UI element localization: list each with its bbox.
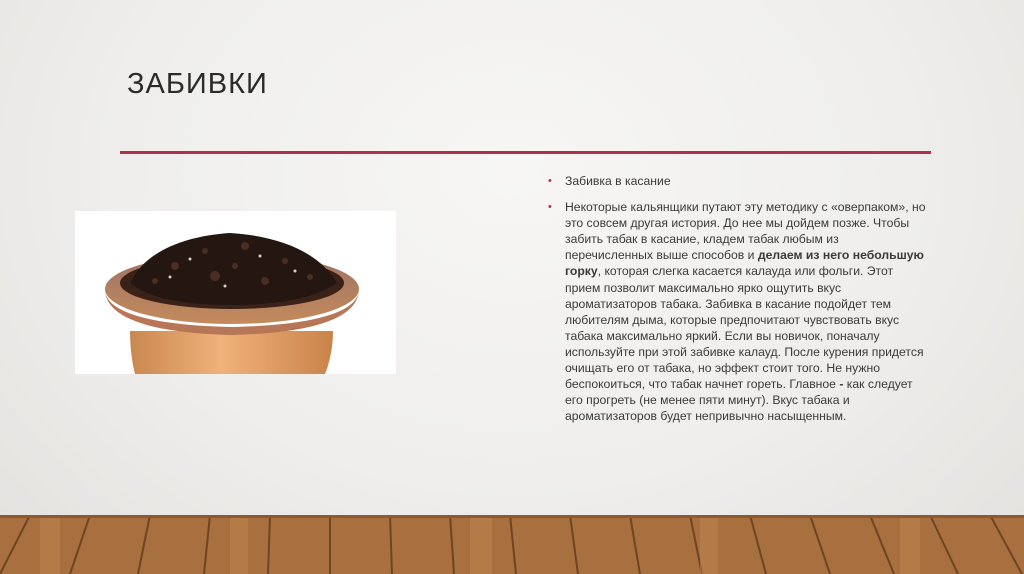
bullet-text: Некоторые кальянщики путают эту методику с «оверпаком», но это совсем другая история. До нее мы дойдем позже. Чтобы забить табак в касание, кладем табак любым из перечисленных выше способов и xyxy=(565,200,926,263)
bullet-list xyxy=(548,173,930,434)
bullet-text: Забивка в касание xyxy=(565,174,671,188)
bullet-bold-text: - xyxy=(839,377,844,392)
bullet-text: , которая слегка касается калауда или фольги. Этот прием позволит максимально ярко ощутить вкус ароматизаторов табака. Забивка в касание подойдет тем любителям дыма, которые предпочитают чувствовать вкус табака максимально яркий. Если вы новичок, поначалу используйте при этой забивке калауд. После курения придется очищать его от табака, но эффект стоит того. Не нужно беспокоиться, что табак начнет гореть. Главное xyxy=(565,264,924,392)
bullet-dot-icon: • xyxy=(548,201,552,214)
bullet-text: как следует его прогреть (не менее пяти минут). Вкус табака и ароматизаторов будет непривычно насыщенным. xyxy=(565,377,913,424)
wood-planks-icon xyxy=(0,515,1024,574)
bullet-item xyxy=(548,173,930,189)
bullet-dot-icon: • xyxy=(548,175,552,187)
slide-title: ЗАБИВКИ xyxy=(127,68,268,100)
hookah-bowl-icon xyxy=(75,211,396,374)
bullet-bold-text: делаем из него небольшую горку xyxy=(565,248,924,279)
title-underline xyxy=(120,151,931,154)
wooden-floor xyxy=(0,515,1024,574)
bullet-item xyxy=(548,199,930,424)
hookah-bowl-image xyxy=(75,211,396,374)
